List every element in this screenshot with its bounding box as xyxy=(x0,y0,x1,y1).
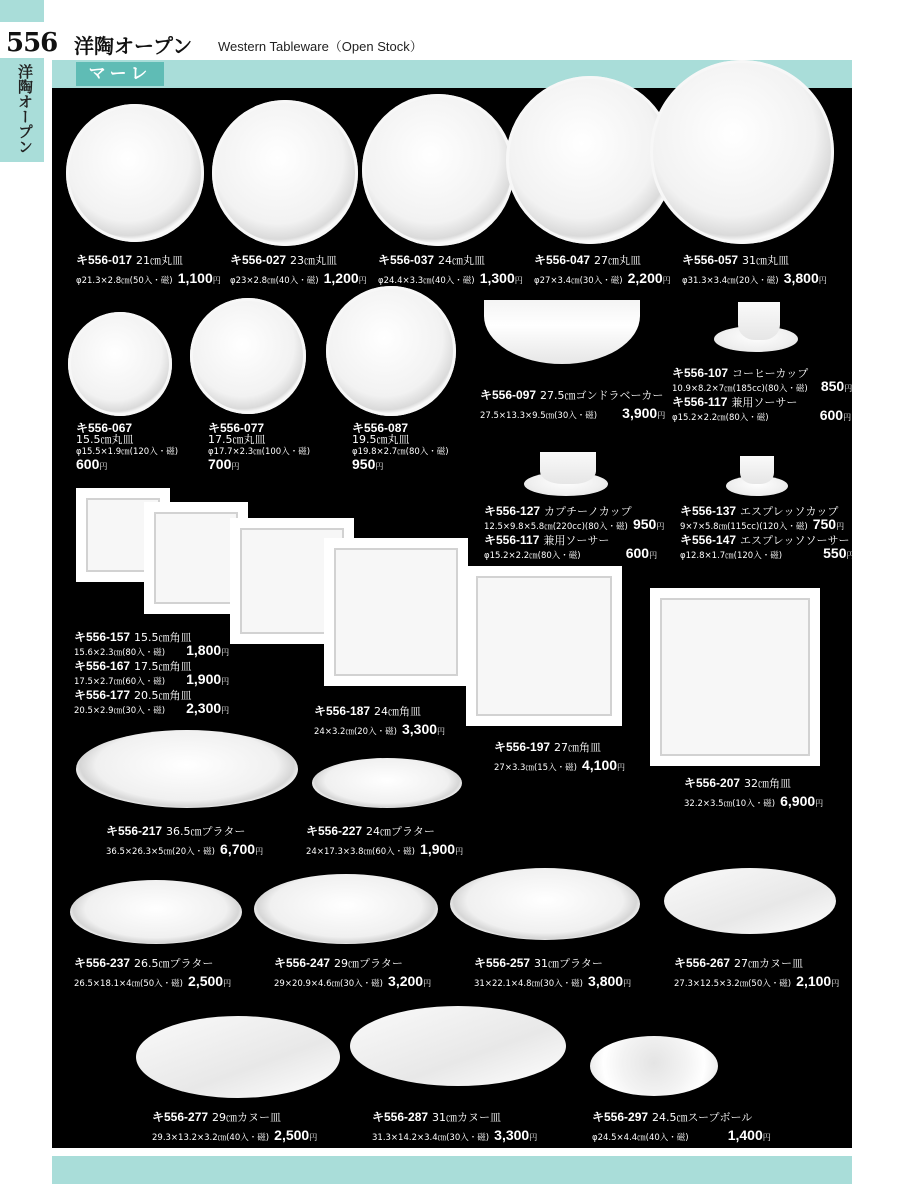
top-tab xyxy=(0,0,44,22)
product-label: キ556-057 31㎝丸皿 φ31.3×3.4㎝(20入・磁) 3,800円 xyxy=(682,253,827,286)
product-label: キ556-047 27㎝丸皿 φ27×3.4㎝(30入・磁) 2,200円 xyxy=(534,253,671,286)
product-image-coffee-cup xyxy=(738,302,780,340)
product-image-platter-36cm xyxy=(76,730,298,808)
product-label: キ556-207 32㎝角皿 32.2×3.5㎝(10入・磁) 6,900円 xyxy=(684,776,824,809)
product-image-platter-24cm xyxy=(312,758,462,808)
product-label: キ556-247 29㎝プラター 29×20.9×4.6㎝(30入・磁) 3,200円 xyxy=(274,956,432,989)
product-label: キ556-077 17.5㎝丸皿 φ17.7×2.3㎝(100入・磁) 700円 xyxy=(208,421,311,472)
product-image-canoe-29cm xyxy=(136,1016,340,1098)
product-label: キ556-107 コーヒーカップ 10.9×8.2×7㎝(185cc)(80入・磁) 850円 キ556-117 兼用ソーサー φ15.2×2.2㎝(80入・磁) 600円 xyxy=(672,366,853,423)
product-image-espresso-cup xyxy=(740,456,774,484)
side-tab-label: 洋陶オープン xyxy=(16,64,34,154)
product-image-canoe-31cm xyxy=(350,1006,566,1086)
product-label: キ556-097 27.5㎝ゴンドラベーカー 27.5×13.3×9.5㎝(30入・磁) 3,900円 xyxy=(480,388,666,421)
product-image-plate-23cm xyxy=(212,100,358,246)
product-image-square-27cm xyxy=(466,566,622,726)
product-image-platter-31cm xyxy=(450,868,640,940)
product-label: キ556-017 21㎝丸皿 φ21.3×2.8㎝(50入・磁) 1,100円 xyxy=(76,253,221,286)
footer-bar xyxy=(52,1156,852,1184)
product-label: キ556-187 24㎝角皿 24×3.2㎝(20入・磁) 3,300円 xyxy=(314,704,446,737)
product-label: キ556-267 27㎝カヌー皿 27.3×12.5×3.2㎝(50入・磁) 2,100円 xyxy=(674,956,840,989)
product-label: キ556-137 エスプレッソカップ 9×7×5.8㎝(115cc)(120入・磁) 750円 キ556-147 エスプレッソソーサー φ12.8×1.7㎝(120入・磁) 550円 xyxy=(680,504,855,561)
page-subtitle: Western Tableware（Open Stock） xyxy=(218,39,423,54)
product-label: キ556-257 31㎝プラター 31×22.1×4.8㎝(30入・磁) 3,800円 xyxy=(474,956,632,989)
product-image-square-24cm xyxy=(324,538,468,686)
product-image-plate-31cm xyxy=(650,60,834,244)
page-number: 556 xyxy=(6,28,58,58)
product-image-plate-17cm xyxy=(190,298,306,414)
product-image-plate-19cm xyxy=(326,286,456,416)
product-label: キ556-157 15.5㎝角皿 15.6×2.3㎝(80入・磁) 1,800円 キ556-167 17.5㎝角皿 17.5×2.7㎝(60入・磁) 1,900円 キ556-177 20.5㎝角皿 20.5×2.9㎝(30入・磁) 2,300円 xyxy=(74,630,230,716)
product-image-canoe-27cm xyxy=(664,868,836,934)
product-image-plate-27cm xyxy=(506,76,674,244)
product-image-plate-15cm xyxy=(68,312,172,416)
product-label: キ556-027 23㎝丸皿 φ23×2.8㎝(40入・磁) 1,200円 xyxy=(230,253,367,286)
page-title: 洋陶オープン xyxy=(74,34,193,58)
product-label: キ556-297 24.5㎝スープボール φ24.5×4.4㎝(40入・磁) 1,400円 xyxy=(592,1110,771,1143)
product-image-cappuccino-cup xyxy=(540,452,596,484)
product-label: キ556-197 27㎝角皿 27×3.3㎝(15入・磁) 4,100円 xyxy=(494,740,626,773)
product-label: キ556-237 26.5㎝プラター 26.5×18.1×4㎝(50入・磁) 2,500円 xyxy=(74,956,232,989)
series-label: マーレ xyxy=(76,62,164,86)
product-label: キ556-127 カプチーノカップ 12.5×9.8×5.8㎝(220cc)(80入・磁) 950円 キ556-117 兼用ソーサー φ15.2×2.2㎝(80入・磁) 600円 xyxy=(484,504,665,561)
product-label: キ556-227 24㎝プラター 24×17.3×3.8㎝(60入・磁) 1,900円 xyxy=(306,824,464,857)
product-image-plate-21cm xyxy=(66,104,204,242)
product-label: キ556-037 24㎝丸皿 φ24.4×3.3㎝(40入・磁) 1,300円 xyxy=(378,253,523,286)
product-image-plate-24cm xyxy=(362,94,514,246)
product-image-square-32cm xyxy=(650,588,820,766)
product-image-platter-29cm xyxy=(254,874,438,944)
product-label: キ556-277 29㎝カヌー皿 29.3×13.2×3.2㎝(40入・磁) 2,500円 xyxy=(152,1110,318,1143)
product-label: キ556-087 19.5㎝丸皿 φ19.8×2.7㎝(80入・磁) 950円 xyxy=(352,421,449,472)
product-label: キ556-067 15.5㎝丸皿 φ15.5×1.9㎝(120入・磁) 600円 xyxy=(76,421,179,472)
product-label: キ556-287 31㎝カヌー皿 31.3×14.2×3.4㎝(30入・磁) 3,300円 xyxy=(372,1110,538,1143)
product-image-platter-26cm xyxy=(70,880,242,944)
product-label: キ556-217 36.5㎝プラター 36.5×26.3×5㎝(20入・磁) 6,700円 xyxy=(106,824,264,857)
product-image-soup-bowl xyxy=(590,1036,718,1096)
